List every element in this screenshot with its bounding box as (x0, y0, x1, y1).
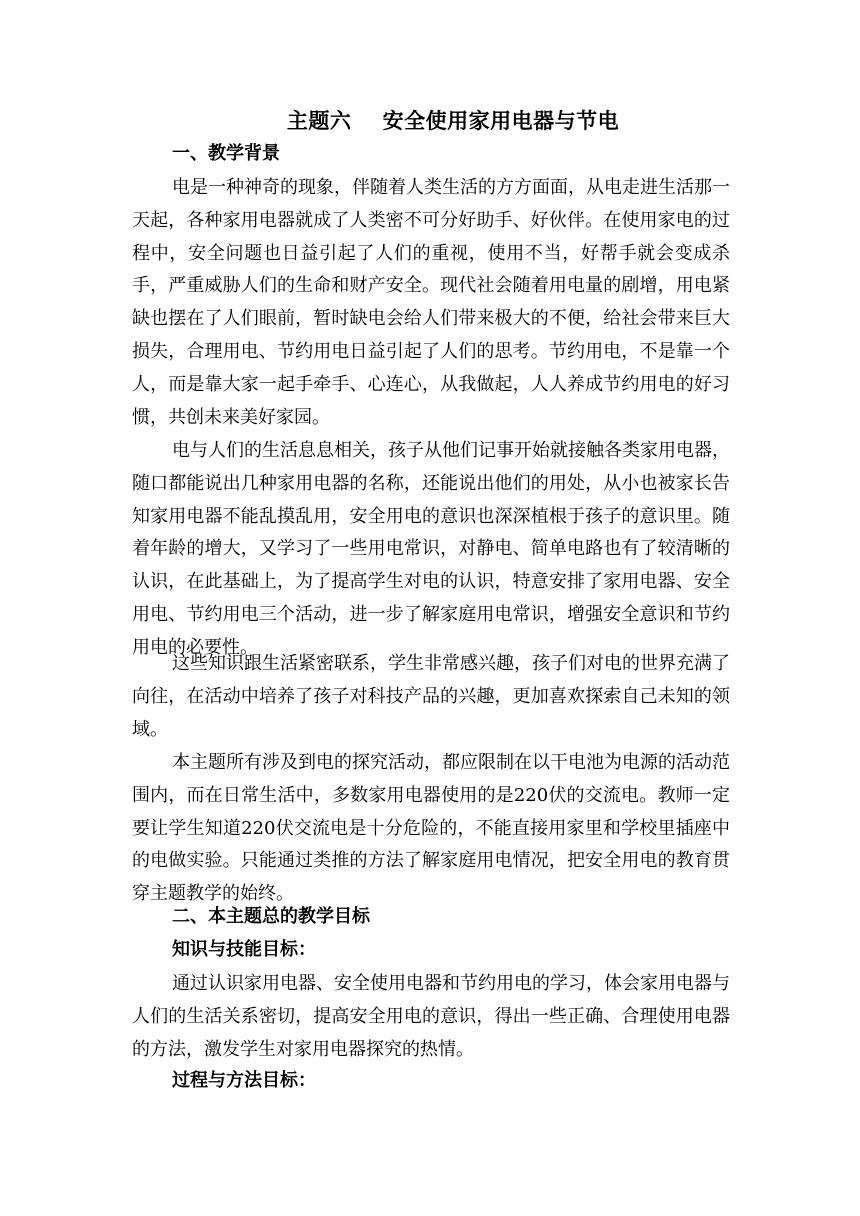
paragraph-background-3: 这些知识跟生活紧密联系，学生非常感兴趣，孩子们对电的世界充满了向往，在活动中培养了孩子对科技产品的兴趣，更加喜欢探索自己未知的领域。 (132, 653, 730, 740)
section-heading-teaching-goals: 二、本主题总的教学目标 (172, 906, 370, 927)
paragraph-background-1: 电是一种神奇的现象，伴随着人类生活的方方面面，从电走进生活那一天起，各种家用电器就成了人类密不可分好助手、好伙伴。在使用家电的过程中，安全问题也日益引起了人们的重视，使用不当，好帮手就会变成杀手，严重威胁人们的生命和财产安全。现代社会随着用电量的剧增，用电紧缺也摆在了人们眼前，暂时缺电会给人们带来极大的不便，给社会带来巨大损失，合理用电、节约用电日益引起了人们的思考。节约用电，不是靠一个人，而是靠大家一起手牵手、心连心，从我做起，人人养成节约用电的好习惯，共创未来美好家园。 (132, 177, 730, 428)
section-heading-teaching-background: 一、教学背景 (172, 143, 280, 164)
paragraph-background-4: 本主题所有涉及到电的探究活动，都应限制在以干电池为电源的活动范围内，而在日常生活中，多数家用电器使用的是220伏的交流电。教师一定要让学生知道220伏交流电是十分危险的，不能直接用家里和学校里插座中的电做实验。只能通过类推的方法了解家庭用电情况，把安全用电的教育贯穿主题教学的始终。 (132, 752, 730, 905)
paragraph-background-2: 电与人们的生活息息相关，孩子从他们记事开始就接触各类家用电器，随口都能说出几种家用电器的名称，还能说出他们的用处，从小也被家长告知家用电器不能乱摸乱用，安全用电的意识也深深植根于孩子的意识里。随着年龄的增大，又学习了一些用电常识，对静电、简单电路也有了较清晰的认识，在此基础上，为了提高学生对电的认识，特意安排了家用电器、安全用电、节约用电三个活动，进一步了解家庭用电常识，增强安全意识和节约用电的必要性。 (132, 440, 730, 658)
paragraph-knowledge-skills: 通过认识家用电器、安全使用电器和节约用电的学习，体会家用电器与人们的生活关系密切，提高安全用电的意识，得出一些正确、合理使用电器的方法，激发学生对家用电器探究的热情。 (132, 973, 730, 1060)
subheading-process-methods: 过程与方法目标： (172, 1070, 316, 1091)
document-title: 主题六 安全使用家用电器与节电 (286, 109, 620, 133)
subheading-knowledge-skills: 知识与技能目标： (172, 939, 316, 960)
